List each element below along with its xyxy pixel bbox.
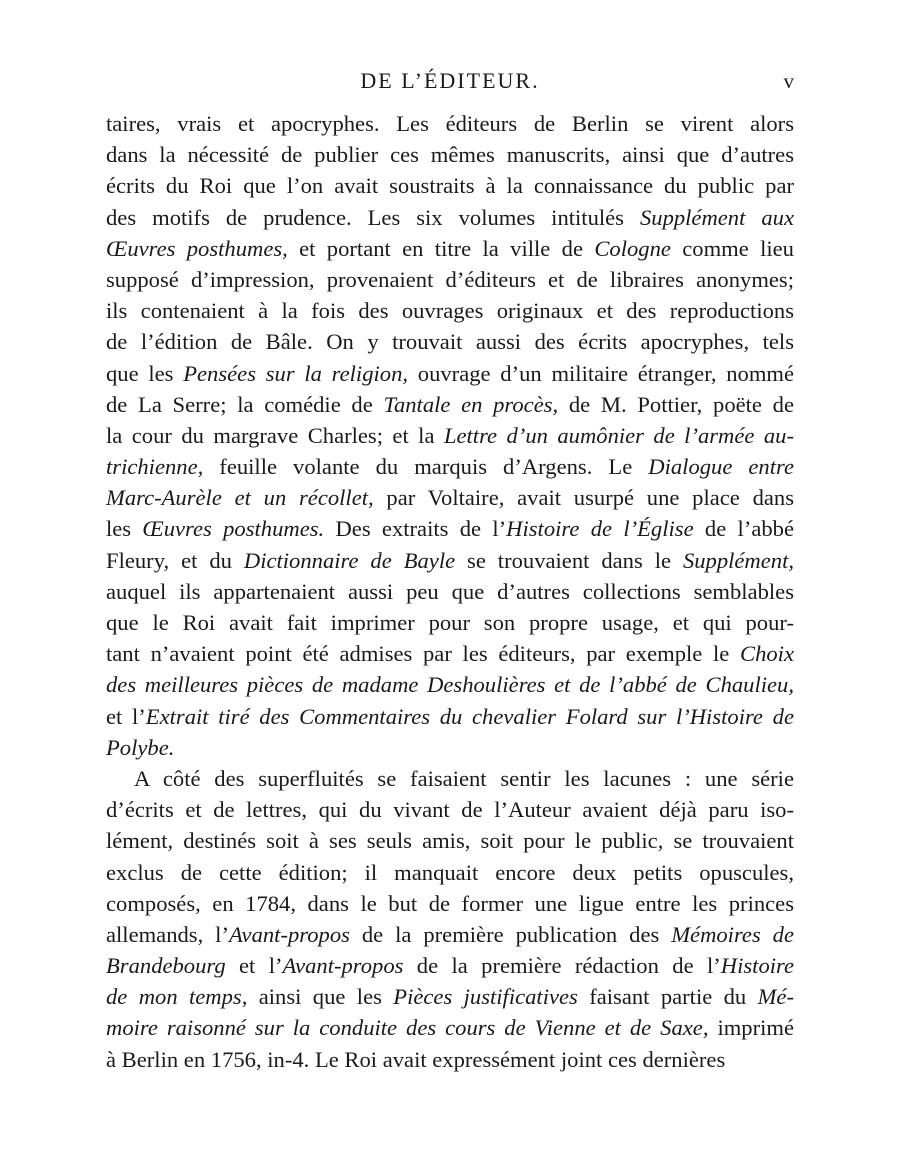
italic-text-run: Pièces justificatives: [393, 984, 578, 1010]
text-run: imprimé: [708, 1015, 795, 1041]
italic-text-run: Mé-: [757, 984, 794, 1010]
italic-text-run: moire raisonné sur la conduite des cours de Vienne et de Saxe,: [106, 1015, 709, 1041]
text-line: [106, 358, 794, 389]
running-title: DE L’ÉDITEUR.: [360, 68, 540, 93]
italic-text-run: Histoire: [720, 953, 795, 979]
text-run: de M. Pottier, poëte de: [558, 391, 794, 417]
italic-text-run: Dictionnaire de Bayle: [243, 547, 456, 573]
text-line: [106, 763, 794, 794]
text-run: de la première rédaction de l’: [403, 953, 721, 979]
text-run: Fleury, et du: [106, 547, 244, 573]
text-run: des motifs de prudence. Les six volumes intitulés: [106, 204, 640, 230]
text-run: dans la nécessité de publier ces mêmes manuscrits, ainsi que d’autres: [106, 142, 794, 168]
text-run: que le Roi avait fait imprimer pour son propre usage, et qui pour-: [106, 610, 794, 635]
text-line: [106, 108, 794, 139]
text-line: [106, 1044, 794, 1075]
text-line: [106, 170, 794, 201]
italic-text-run: des meilleures pièces de madame Deshoulières et de l’abbé de Chaulieu,: [106, 672, 794, 698]
italic-text-run: Supplément,: [682, 547, 794, 573]
text-line: [106, 139, 794, 170]
text-line: [106, 919, 794, 950]
italic-text-run: Avant-propos: [282, 953, 404, 979]
text-line: [106, 607, 794, 638]
text-line: [106, 326, 794, 357]
text-run: et portant en titre la ville de: [287, 235, 595, 261]
running-head: [0, 66, 900, 96]
text-run: tant n’avaient point été admises par les éditeurs, par exemple le: [106, 641, 741, 667]
text-run: feuille volante du marquis d’Argens. Le: [203, 454, 649, 480]
text-line: [106, 950, 794, 981]
italic-text-run: Choix: [740, 641, 794, 667]
text-run: comme lieu: [670, 235, 794, 261]
italic-text-run: Mémoires de: [671, 921, 794, 947]
italic-text-run: trichienne,: [106, 454, 204, 480]
text-run: les: [106, 516, 143, 542]
text-line: [106, 669, 794, 700]
text-line: [106, 513, 794, 544]
text-line: [106, 1012, 794, 1043]
text-line: [106, 857, 794, 888]
text-line: [106, 732, 794, 763]
text-line: [106, 825, 794, 856]
italic-text-run: Œuvres posthumes,: [106, 235, 288, 261]
text-line: [106, 701, 794, 732]
text-line: [106, 576, 794, 607]
text-run: de l’édition de Bâle. On y trouvait aussi des écrits apocryphes, tels: [106, 329, 794, 355]
text-run: exclus de cette édition; il manquait encore deux petits opuscules,: [106, 859, 794, 885]
text-run: lément, destinés soit à ses seuls amis, soit pour le public, se trouvaient: [106, 828, 794, 854]
text-line: [106, 389, 794, 420]
text-line: [106, 981, 794, 1012]
text-line: [106, 451, 794, 482]
text-run: de l’abbé: [693, 516, 794, 542]
text-run: ainsi que les: [247, 984, 394, 1010]
text-run: de la première publication des: [349, 921, 672, 947]
text-run: allemands, l’: [106, 921, 229, 947]
italic-text-run: Pensées sur la religion,: [183, 360, 409, 386]
text-run: d’écrits et de lettres, qui du vivant de l’Auteur avaient déjà paru iso-: [106, 797, 794, 823]
text-run: supposé d’impression, provenaient d’éditeurs et de libraires anonymes;: [106, 266, 794, 292]
text-run: de La Serre; la comédie de: [106, 391, 384, 417]
text-line: [106, 295, 794, 326]
text-line: [106, 482, 794, 513]
italic-text-run: Marc-Aurèle et un récollet,: [106, 485, 374, 511]
italic-text-run: Lettre d’un aumônier de l’armée au-: [443, 422, 794, 448]
text-run: écrits du Roi que l’on avait soustraits à la connaissance du public par: [106, 173, 794, 199]
text-line: [106, 888, 794, 919]
italic-text-run: Extrait tiré des Commentaires du chevalier Folard sur l’Histoire de: [145, 703, 794, 729]
text-run: taires, vrais et apocryphes. Les éditeurs de Berlin se virent alors: [106, 111, 794, 136]
italic-text-run: Avant-propos: [229, 921, 350, 947]
text-run: A côté des superfluités se faisaient sentir les lacunes : une série: [134, 765, 794, 791]
text-line: [106, 233, 794, 264]
text-run: la cour du margrave Charles; et la: [106, 422, 444, 448]
text-line: [106, 202, 794, 233]
text-run: que les: [106, 360, 184, 386]
text-run: auquel ils appartenaient aussi peu que d’autres collections semblables: [106, 578, 794, 604]
text-line: [106, 545, 794, 576]
text-run: et l’: [106, 703, 146, 729]
italic-text-run: Tantale en procès,: [383, 391, 559, 417]
italic-text-run: Dialogue entre: [648, 454, 794, 480]
italic-text-run: Supplément aux: [639, 204, 794, 230]
text-run: Des extraits de l’: [324, 516, 507, 542]
text-line: [106, 264, 794, 295]
italic-text-run: Brandebourg: [106, 953, 226, 979]
text-run: par Voltaire, avait usurpé une place dans: [373, 485, 794, 511]
text-line: [106, 794, 794, 825]
text-run: composés, en 1784, dans le but de former une ligue entre les princes: [106, 890, 794, 916]
italic-text-run: Polybe.: [106, 734, 175, 760]
page-number: v: [783, 69, 794, 93]
body-text: [106, 108, 794, 1075]
text-run: à Berlin en 1756, in-4. Le Roi avait expressément joint ces dernières: [106, 1046, 726, 1072]
text-run: faisant partie du: [577, 984, 758, 1010]
text-run: ils contenaient à la fois des ouvrages originaux et des reproductions: [106, 298, 794, 324]
text-run: ouvrage d’un militaire étranger, nommé: [408, 360, 794, 386]
text-line: [106, 638, 794, 669]
italic-text-run: Histoire de l’Église: [506, 516, 694, 542]
italic-text-run: Œuvres posthumes.: [142, 516, 325, 542]
text-line: [106, 420, 794, 451]
text-run: et l’: [225, 953, 283, 979]
italic-text-run: de mon temps,: [106, 984, 248, 1010]
italic-text-run: Cologne: [594, 235, 671, 261]
text-run: se trouvaient dans le: [455, 547, 683, 573]
